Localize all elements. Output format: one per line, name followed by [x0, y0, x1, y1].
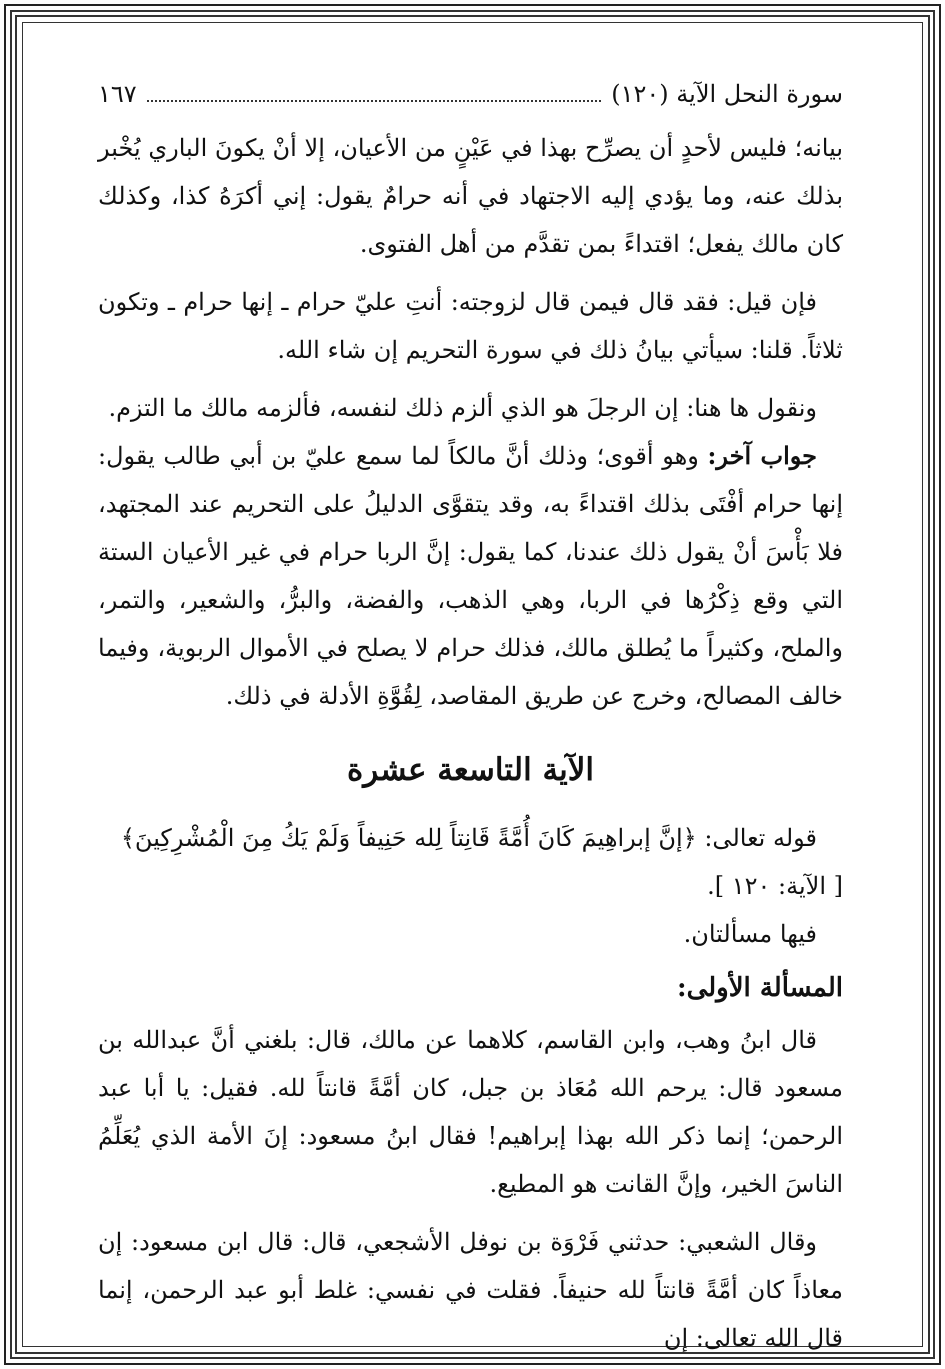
running-header	[98, 80, 843, 120]
paragraph-4-lead: جواب آخر:	[707, 441, 817, 470]
issue-one-paragraph-1: قال ابنُ وهب، وابن القاسم، كلاهما عن مالك، قال: بلغني أنَّ عبدالله بن مسعود قال: يرحم الله مُعَاذ بن جبل، كان أمَّةً قانتاً لله. فقيل: يا أبا عبد الرحمن؛ إنما ذكر الله بهذا إبراهيم! فقال ابنُ مسعود: إنَ الأمة الذي يُعَلِّمُ الناسَ الخير، وإنَّ القانت هو المطيع.	[98, 1026, 843, 1198]
issue-one-paragraph-2: وقال الشعبي: حدثني فَرْوَة بن نوفل الأشجعي، قال: قال ابن مسعود: إن معاذاً كان أمَّةً قانتاً لله حنيفاً. فقلت في نفسي: غلط أبو عبد الرحمن، إنما قال الله تعالى: إن	[98, 1228, 843, 1352]
verse-lead: قوله تعالى:	[696, 824, 817, 852]
paragraph-2: فإن قيل: فقد قال فيمن قال لزوجته: أنتِ عليّ حرام ـ إنها حرام ـ وتكون ثلاثاً. قلنا: سيأتي بيانُ ذلك في سورة التحريم إن شاء الله.	[98, 288, 843, 364]
page-content	[98, 70, 844, 1352]
paragraph-3: ونقول ها هنا: إن الرجلَ هو الذي ألزم ذلك لنفسه، فألزمه مالك ما التزم.	[108, 394, 817, 422]
verse-reference: [ الآية: ١٢٠ ].	[707, 872, 843, 900]
verse-paragraph	[98, 814, 843, 862]
paragraph-1: بيانه؛ فليس لأحدٍ أن يصرِّح بهذا في عَيْنٍ من الأعيان، إلا أنْ يكونَ الباري يُخْبر بذلك عنه، وما يؤدي إليه الاجتهاد في أنه حرامٌ يقول: إني أكرَهُ كذا، وكذلك كان مالك يفعل؛ اقتداءً بمن تقدَّم من أهل الفتوى.	[98, 134, 844, 258]
running-header-title: سورة النحل الآية (١٢٠)	[611, 80, 843, 108]
paragraph-4	[98, 432, 843, 720]
verse-text: ﴿إنَّ إبراهِيمَ كَانَ أُمَّةً قَانِتاً لِله حَنِيفاً وَلَمْ يَكُ مِنَ الْمُشْرِكِينَ﴾	[120, 824, 697, 852]
two-issues-line: فيها مسألتان.	[683, 920, 817, 948]
paragraph-4-body: وهو أقوى؛ وذلك أنَّ مالكاً لما سمع عليّ بن أبي طالب يقول: إنها حرام أفْتَى بذلك اقتداءً به، وقد يتقوَّى الدليلُ على التحريم عند المجتهد، فلا بَأْسَ أنْ يقول ذلك عندنا، كما يقول: إنَّ الربا حرام في غير الأعيان الستة التي وقع ذِكْرُها في الربا، وهي الذهب، والفضة، والبرُّ، والشعير، والتمر، والملح، وكثيراً ما يُطلق مالك، فذلك حرام لا يصلح في الأموال الربوية، وفيما خالف المصالح، وخرج عن طريق المقاصد، لِقُوَّةِ الأدلة في ذلك.	[98, 442, 844, 710]
section-heading: الآية التاسعة عشرة	[346, 752, 595, 788]
page-number: ١٦٧	[98, 80, 137, 108]
issue-one-heading: المسألة الأولى:	[676, 973, 843, 1003]
header-dotted-leader	[147, 86, 602, 102]
